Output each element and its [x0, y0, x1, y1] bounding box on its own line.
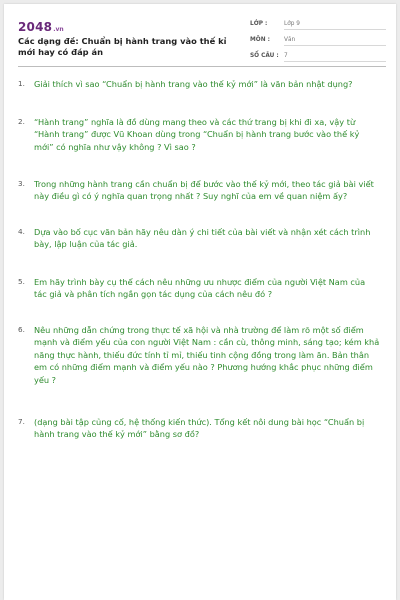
meta-row-subject [250, 32, 386, 48]
worksheet-header [18, 14, 386, 67]
meta-value-grade: Lớp 9 [284, 19, 386, 30]
question-number: 1. [18, 79, 25, 88]
question-text: Nêu những dẫn chứng trong thực tế xã hội và nhà trường để làm rõ một số điểm mạnh và điểm yếu của con người Việt Nam : cần cù, thông minh, sáng tạo; kém khả năng thực hành, thiếu đức tính tỉ mỉ, thiếu tinh cộng đồng trong làm ăn. Bản thân em có những điểm mạnh và điểm yếu nào ? Phương hướng khắc phục những điểm yếu ? [34, 325, 380, 385]
worksheet-meta [250, 16, 386, 64]
question-item [18, 276, 386, 301]
question-item [18, 416, 386, 441]
question-text: Dựa vào bố cục văn bản hãy nêu dàn ý chi tiết của bài viết và nhận xét cách trình bày, lập luận của tác giả. [34, 227, 371, 250]
question-number: 2. [18, 117, 25, 126]
logo-domain: .vn [53, 26, 64, 33]
question-number: 6. [18, 325, 25, 334]
meta-value-count: 7 [284, 51, 386, 62]
question-number: 5. [18, 277, 25, 286]
question-text: “Hành trang” nghĩa là đồ dùng mang theo và các thứ trang bị khi đi xa, vậy từ “Hành trang” được Vũ Khoan dùng trong “Chuẩn bị hành trang bước vào thế kỷ mới” có nghĩa như vậy không ? Vì sao ? [34, 117, 360, 152]
question-text: Giải thích vì sao “Chuẩn bị hành trang vào thế kỷ mới” là văn bản nhật dụng? [34, 79, 353, 89]
worksheet-page [4, 4, 396, 600]
meta-row-grade [250, 16, 386, 32]
question-text: Em hãy trình bày cụ thể cách nêu những ưu nhược điểm của người Việt Nam của tác giả và phân tích ngắn gọn tác dụng của cách nêu đó ? [34, 277, 366, 300]
meta-label-grade: LỚP : [250, 21, 268, 27]
question-number: 4. [18, 227, 25, 236]
site-logo[interactable] [18, 20, 64, 34]
question-item [18, 324, 386, 386]
question-text: Trong những hành trang cần chuẩn bị để bước vào thế kỷ mới, theo tác giả bài viết này điều gì có ý nghĩa quan trọng nhất ? Suy nghĩ của em về quan niệm ấy? [34, 179, 374, 202]
question-item [18, 116, 386, 153]
question-number: 7. [18, 417, 25, 426]
question-number: 3. [18, 179, 25, 188]
meta-label-subject: MÔN : [250, 37, 270, 43]
meta-label-count: SỐ CÂU : [250, 53, 279, 59]
meta-row-count [250, 48, 386, 64]
logo-text: 2048 [18, 20, 53, 34]
question-item [18, 78, 386, 90]
question-item [18, 226, 386, 251]
meta-value-subject: Văn [284, 35, 386, 46]
question-item [18, 178, 386, 203]
question-text: (dạng bài tập củng cố, hệ thống kiến thức). Tổng kết nôi dung bài học “Chuẩn bị hành trang vào thế kỷ mới” bằng sơ đồ? [34, 417, 365, 440]
worksheet-title: Các dạng đề: Chuẩn bị hành trang vào thế kỉ mới hay có đáp án [18, 36, 227, 57]
